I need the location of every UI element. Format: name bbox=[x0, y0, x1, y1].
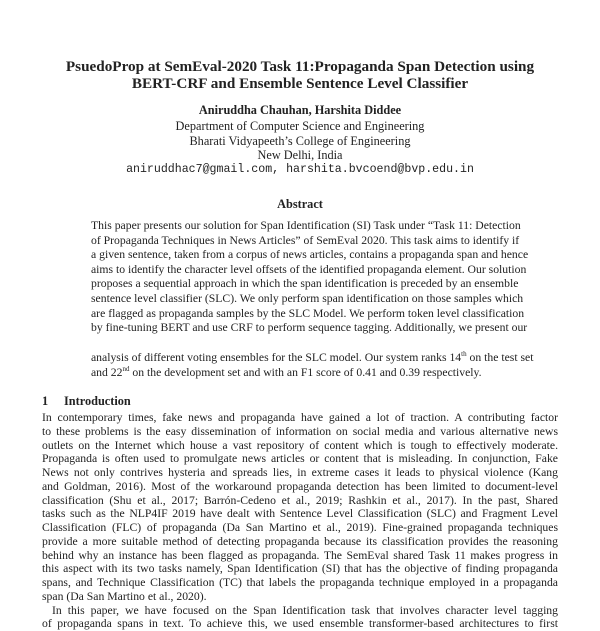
intro-line: spans, and Technique Classification (TC) that labels the propaganda technique employed in a propaganda bbox=[42, 576, 558, 589]
paper-title-line-1: PsuedoProp at SemEval-2020 Task 11:Propaganda Span Detection using bbox=[65, 58, 535, 75]
intro-line: classification (Shu et al., 2017; Barrón-Cedeno et al., 2019; Rashkin et al., 2017). In the past, Shared bbox=[42, 493, 558, 507]
abstract-text: analysis of different voting ensembles for the SLC model. Our system ranks 14 bbox=[91, 351, 462, 364]
intro-line: Propaganda is often used to promulgate news articles or content that is misleading. In conjunction, Fake bbox=[42, 452, 558, 466]
affiliation-location: New Delhi, India bbox=[257, 148, 343, 162]
section-number: 1 bbox=[42, 394, 49, 408]
abstract-line: aims to identify the character level offsets of the identified propaganda element. Our solution bbox=[91, 262, 527, 276]
intro-line: News not only contrives hysteria and spreads lies, in extreme cases it leads to physical violence (Kang bbox=[42, 466, 558, 479]
paper-title-line-2: BERT-CRF and Ensemble Sentence Level Classifier bbox=[131, 75, 469, 92]
abstract-line: This paper presents our solution for Span Identification (SI) Task under “Task 11: Detection bbox=[91, 219, 521, 232]
author-emails: aniruddhac7@gmail.com, harshita.bvcoend@bvp.edu.in bbox=[126, 163, 474, 176]
abstract-text: and 22 bbox=[91, 366, 123, 379]
abstract-text: on the development set and with an F1 score of 0.41 and 0.39 respectively. bbox=[129, 366, 482, 379]
intro-line: behind why an instance has been flagged as propaganda. The SemEval shared Task 11 makes progress in bbox=[42, 548, 558, 562]
abstract-line: of Propaganda Techniques in News Articles” of SemEval 2020. This task aims to identify if bbox=[91, 233, 520, 247]
abstract-line: proposes a sequential approach in which the span identification is preceded by an ensemble bbox=[91, 277, 519, 291]
intro-line: this aspect with its two tasks namely, Span Identification (SI) that has the objective of finding propaganda bbox=[42, 562, 558, 576]
authors: Aniruddha Chauhan, Harshita Diddee bbox=[198, 103, 402, 117]
intro-line: of propaganda spans in text. To achieve this, we used ensemble transformer-based architectures to first bbox=[42, 617, 558, 631]
abstract-line bbox=[91, 350, 534, 365]
intro-line: In this paper, we have focused on the Span Identification task that involves character level tagging bbox=[52, 603, 558, 617]
intro-line: tasks such as the NLP4IF 2019 have dealt with Sentence Level Classification (SLC) and Fragment Level bbox=[42, 507, 558, 521]
abstract-heading: Abstract bbox=[277, 197, 323, 211]
intro-line: outlets on the Internet which house a vast repository of content which is tough to effectively moderate. bbox=[42, 438, 558, 452]
intro-line: to these problems is the easy dissemination of information on social media and various alternative news bbox=[42, 424, 558, 438]
intro-line: Classification (FLC) of propaganda (Da San Martino et al., 2019). Fine-grained propaganda techniques bbox=[42, 521, 558, 534]
section-heading-introduction: Introduction bbox=[64, 394, 131, 408]
intro-line: provide a more suitable method of detecting propaganda because its classification provides the reasoning bbox=[42, 534, 558, 548]
intro-line: span (Da San Martino et al., 2020). bbox=[42, 589, 207, 603]
abstract-line: a given sentence, taken from a corpus of news articles, contains a propaganda span and hence bbox=[91, 248, 529, 262]
abstract-line bbox=[91, 366, 513, 380]
intro-line: In contemporary times, fake news and propaganda have gained a lot of traction. A contributing factor bbox=[42, 411, 558, 424]
abstract-line: sentence level classifier (SLC). We only perform span identification on those samples which bbox=[91, 292, 524, 305]
abstract-line: are flagged as propaganda samples by the SLC Model. We perform token level classification bbox=[91, 306, 525, 320]
abstract-line: by fine-tuning BERT and use CRF to perform sequence tagging. Additionally, we present our bbox=[91, 321, 528, 335]
abstract-text: on the test set bbox=[466, 351, 534, 364]
affiliation-department: Department of Computer Science and Engineering bbox=[175, 119, 425, 133]
ordinal-suffix: th bbox=[461, 350, 467, 359]
intro-line: and Goldman, 2016). Most of the workaround propaganda detection has been limited to document-level bbox=[42, 479, 558, 493]
affiliation-college: Bharati Vidyapeeth’s College of Engineering bbox=[189, 134, 411, 148]
ordinal-suffix: nd bbox=[122, 365, 130, 374]
